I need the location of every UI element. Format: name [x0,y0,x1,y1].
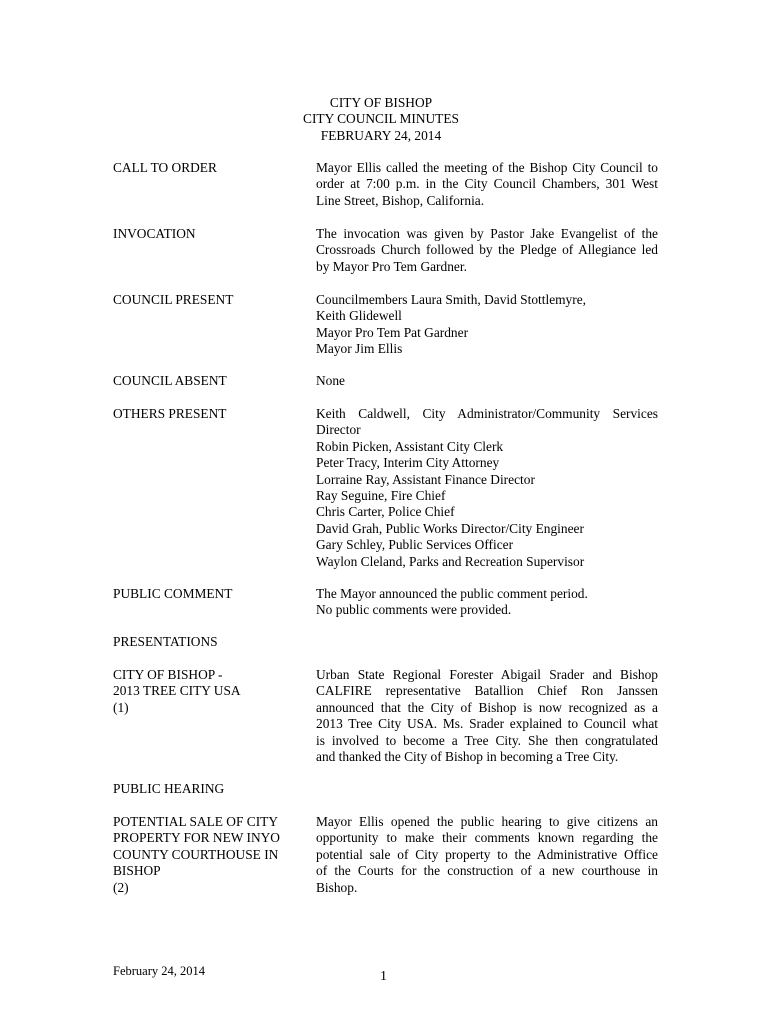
call-to-order-text [316,160,658,209]
text-line: Chris Carter, Police Chief [316,504,455,520]
text-line: Mayor Pro Tem Pat Gardner [316,324,469,340]
label-line: POTENTIAL SALE OF CITY [113,814,279,829]
public-hearing-heading: PUBLIC HEARING [113,781,225,796]
document-header [250,95,512,144]
presentations-heading: PRESENTATIONS [113,634,218,649]
text-line: is involved to become a Tree City. She then congratulated [316,732,658,748]
invocation-label: INVOCATION [113,226,196,241]
text-line: None [316,373,346,388]
footer-date: February 24, 2014 [113,964,205,978]
tree-city-text [316,667,658,765]
label-line: PROPERTY FOR NEW INYO [113,830,280,846]
label-line: (2) [113,879,129,895]
tree-city-label [113,667,313,716]
text-line: 2013 Tree City USA. Ms. Srader explained to Council what [316,716,658,732]
label-line: CITY OF BISHOP - [113,667,223,682]
text-line: Bishop. [316,879,358,895]
text-line: Gary Schley, Public Services Officer [316,537,514,553]
text-line: Ray Seguine, Fire Chief [316,488,446,504]
text-line: announced that the City of Bishop is now recognized as a [316,699,658,715]
text-line: Crossroads Church followed by the Pledge of Allegiance led [316,242,658,258]
text-line: order at 7:00 p.m. in the City Council Chambers, 301 West [316,176,658,192]
text-line: Urban State Regional Forester Abigail Srader and Bishop [316,667,658,682]
text-line: Lorraine Ray, Assistant Finance Director [316,471,535,487]
text-line: David Grah, Public Works Director/City Engineer [316,520,584,536]
text-line: Councilmembers Laura Smith, David Stottlemyre, [316,292,586,307]
text-line: Mayor Ellis opened the public hearing to give citizens an [316,814,658,829]
text-line: Keith Glidewell [316,308,402,324]
council-present-text [316,292,658,358]
invocation-text [316,226,658,275]
text-line: Keith Caldwell, City Administrator/Community Services [316,406,658,421]
label-line: 2013 TREE CITY USA [113,683,241,699]
text-line: Mayor Jim Ellis [316,341,403,357]
courthouse-label [113,814,313,896]
text-line: of the Courts for the construction of a new courthouse in [316,863,658,879]
public-comment-text [316,586,658,619]
header-date: FEBRUARY 24, 2014 [320,127,442,143]
courthouse-text [316,814,658,896]
label-line: (1) [113,699,129,715]
text-line: opportunity to make their comments known regarding the [316,830,658,846]
text-line: CALFIRE representative Batallion Chief Ron Janssen [316,683,658,699]
text-line: The invocation was given by Pastor Jake Evangelist of the [316,226,658,241]
others-present-text [316,406,658,570]
text-line: by Mayor Pro Tem Gardner. [316,258,467,274]
text-line: Robin Picken, Assistant City Clerk [316,438,504,454]
text-line: Peter Tracy, Interim City Attorney [316,455,500,471]
public-comment-label: PUBLIC COMMENT [113,586,233,601]
others-present-label: OTHERS PRESENT [113,406,227,421]
label-line: BISHOP [113,863,161,879]
header-title: CITY COUNCIL MINUTES [303,111,459,127]
text-line: No public comments were provided. [316,602,512,618]
label-line: COUNTY COURTHOUSE IN [113,846,279,862]
text-line: The Mayor announced the public comment period. [316,586,588,601]
call-to-order-label: CALL TO ORDER [113,160,217,175]
header-city: CITY OF BISHOP [329,95,433,110]
council-absent-label: COUNCIL ABSENT [113,373,227,388]
text-line: Director [316,422,361,438]
text-line: Mayor Ellis called the meeting of the Bishop City Council to [316,160,658,175]
page-number: 1 [380,969,387,984]
council-present-label: COUNCIL PRESENT [113,292,234,307]
text-line: and thanked the City of Bishop in becoming a Tree City. [316,749,619,765]
council-absent-text [316,373,658,389]
text-line: potential sale of City property to the Administrative Office [316,846,658,862]
text-line: Waylon Cleland, Parks and Recreation Supervisor [316,553,585,569]
text-line: Line Street, Bishop, California. [316,192,485,208]
